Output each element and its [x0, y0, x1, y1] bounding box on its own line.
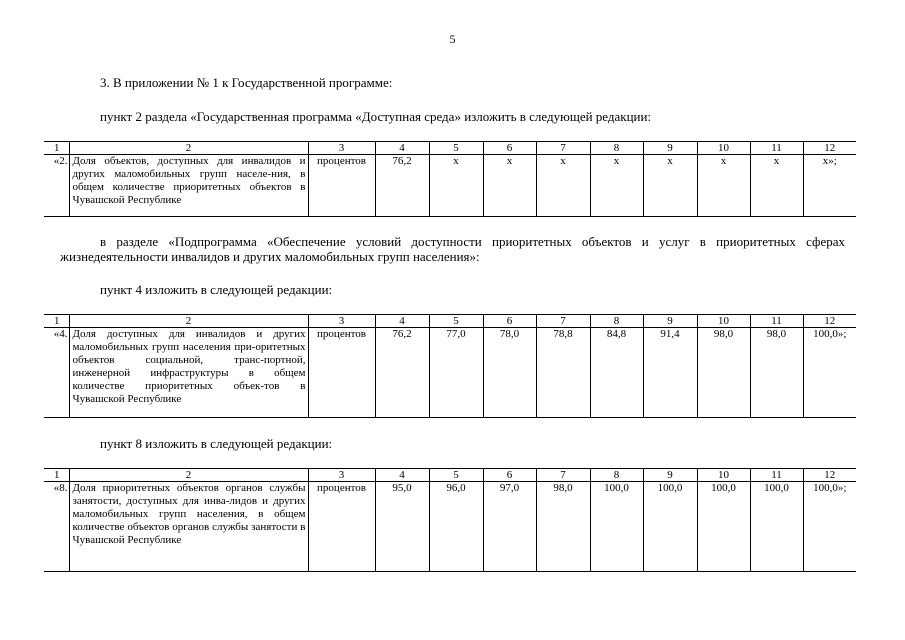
value-cell: 98,0 [697, 328, 750, 418]
indicator-table-point-8 [44, 468, 856, 572]
value-cell: х [643, 155, 697, 217]
unit-cell: процентов [308, 328, 375, 418]
value-cell: х [590, 155, 643, 217]
column-header: 2 [69, 469, 308, 482]
column-header: 11 [750, 142, 803, 155]
value-cell: 91,4 [643, 328, 697, 418]
column-header: 4 [375, 315, 429, 328]
paragraph-subprogram-intro: в разделе «Подпрограмма «Обеспечение условий доступности приоритетных объектов и услуг в приоритетных сферах жизнедеятельности инвалидов и других маломобильных групп населения»: [60, 234, 845, 264]
column-header: 9 [643, 142, 697, 155]
column-header: 11 [750, 315, 803, 328]
column-header: 9 [643, 315, 697, 328]
column-header: 5 [429, 469, 483, 482]
value-cell: х [697, 155, 750, 217]
value-cell: х [429, 155, 483, 217]
value-cell: 78,8 [536, 328, 590, 418]
column-header: 11 [750, 469, 803, 482]
column-header: 5 [429, 142, 483, 155]
value-cell: х [750, 155, 803, 217]
table-row [44, 328, 856, 418]
column-header: 2 [69, 142, 308, 155]
column-header: 7 [536, 315, 590, 328]
value-cell: 100,0»; [803, 328, 856, 418]
column-header: 3 [308, 142, 375, 155]
column-header: 2 [69, 315, 308, 328]
indicator-name: Доля объектов, доступных для инвалидов и других маломобильных групп населе-ния, в общем количестве приоритетных объектов в Чувашской Республике [69, 155, 308, 217]
value-cell: 76,2 [375, 155, 429, 217]
row-number: «2. [44, 155, 69, 217]
unit-cell: процентов [308, 155, 375, 217]
column-header: 3 [308, 315, 375, 328]
indicator-table-point-2 [44, 141, 856, 217]
column-header: 7 [536, 469, 590, 482]
column-header: 1 [44, 315, 69, 328]
column-header: 4 [375, 469, 429, 482]
value-cell: 78,0 [483, 328, 536, 418]
paragraph-point-4-intro: пункт 4 изложить в следующей редакции: [100, 282, 333, 297]
unit-cell: процентов [308, 482, 375, 572]
column-header: 10 [697, 469, 750, 482]
indicator-table-point-4 [44, 314, 856, 418]
page-number: 5 [449, 32, 456, 46]
value-cell: х»; [803, 155, 856, 217]
row-number: «8. [44, 482, 69, 572]
value-cell: 100,0 [697, 482, 750, 572]
column-header: 10 [697, 315, 750, 328]
value-cell: 95,0 [375, 482, 429, 572]
table-row [44, 482, 856, 572]
paragraph-point-2-intro: пункт 2 раздела «Государственная программа «Доступная среда» изложить в следующей редакции: [100, 109, 652, 124]
column-header: 9 [643, 469, 697, 482]
column-header: 8 [590, 315, 643, 328]
paragraph-appendix-intro: 3. В приложении № 1 к Государственной программе: [100, 75, 393, 90]
column-header: 5 [429, 315, 483, 328]
column-header: 4 [375, 142, 429, 155]
value-cell: 97,0 [483, 482, 536, 572]
paragraph-point-8-intro: пункт 8 изложить в следующей редакции: [100, 436, 333, 451]
value-cell: 98,0 [750, 328, 803, 418]
value-cell: х [536, 155, 590, 217]
value-cell: х [483, 155, 536, 217]
table-header-row [44, 469, 856, 482]
table-header-row [44, 315, 856, 328]
column-header: 12 [803, 142, 856, 155]
column-header: 12 [803, 315, 856, 328]
column-header: 6 [483, 142, 536, 155]
column-header: 1 [44, 142, 69, 155]
indicator-name: Доля приоритетных объектов органов службы занятости, доступных для инва-лидов и других маломобильных групп населения, в общем количестве объектов органов службы занятости в Чувашской Республике [69, 482, 308, 572]
value-cell: 76,2 [375, 328, 429, 418]
value-cell: 96,0 [429, 482, 483, 572]
column-header: 7 [536, 142, 590, 155]
table-header-row [44, 142, 856, 155]
table-row [44, 155, 856, 217]
value-cell: 77,0 [429, 328, 483, 418]
value-cell: 98,0 [536, 482, 590, 572]
value-cell: 100,0 [750, 482, 803, 572]
value-cell: 84,8 [590, 328, 643, 418]
column-header: 10 [697, 142, 750, 155]
column-header: 6 [483, 315, 536, 328]
column-header: 8 [590, 469, 643, 482]
value-cell: 100,0 [590, 482, 643, 572]
column-header: 8 [590, 142, 643, 155]
row-number: «4. [44, 328, 69, 418]
column-header: 6 [483, 469, 536, 482]
value-cell: 100,0 [643, 482, 697, 572]
column-header: 3 [308, 469, 375, 482]
indicator-name: Доля доступных для инвалидов и других маломобильных групп населения при-оритетных объектов социальной, транс-портной, инженерной инфраструктуры в общем количестве приоритетных объек-тов в Чувашской Республике [69, 328, 308, 418]
column-header: 1 [44, 469, 69, 482]
value-cell: 100,0»; [803, 482, 856, 572]
column-header: 12 [803, 469, 856, 482]
